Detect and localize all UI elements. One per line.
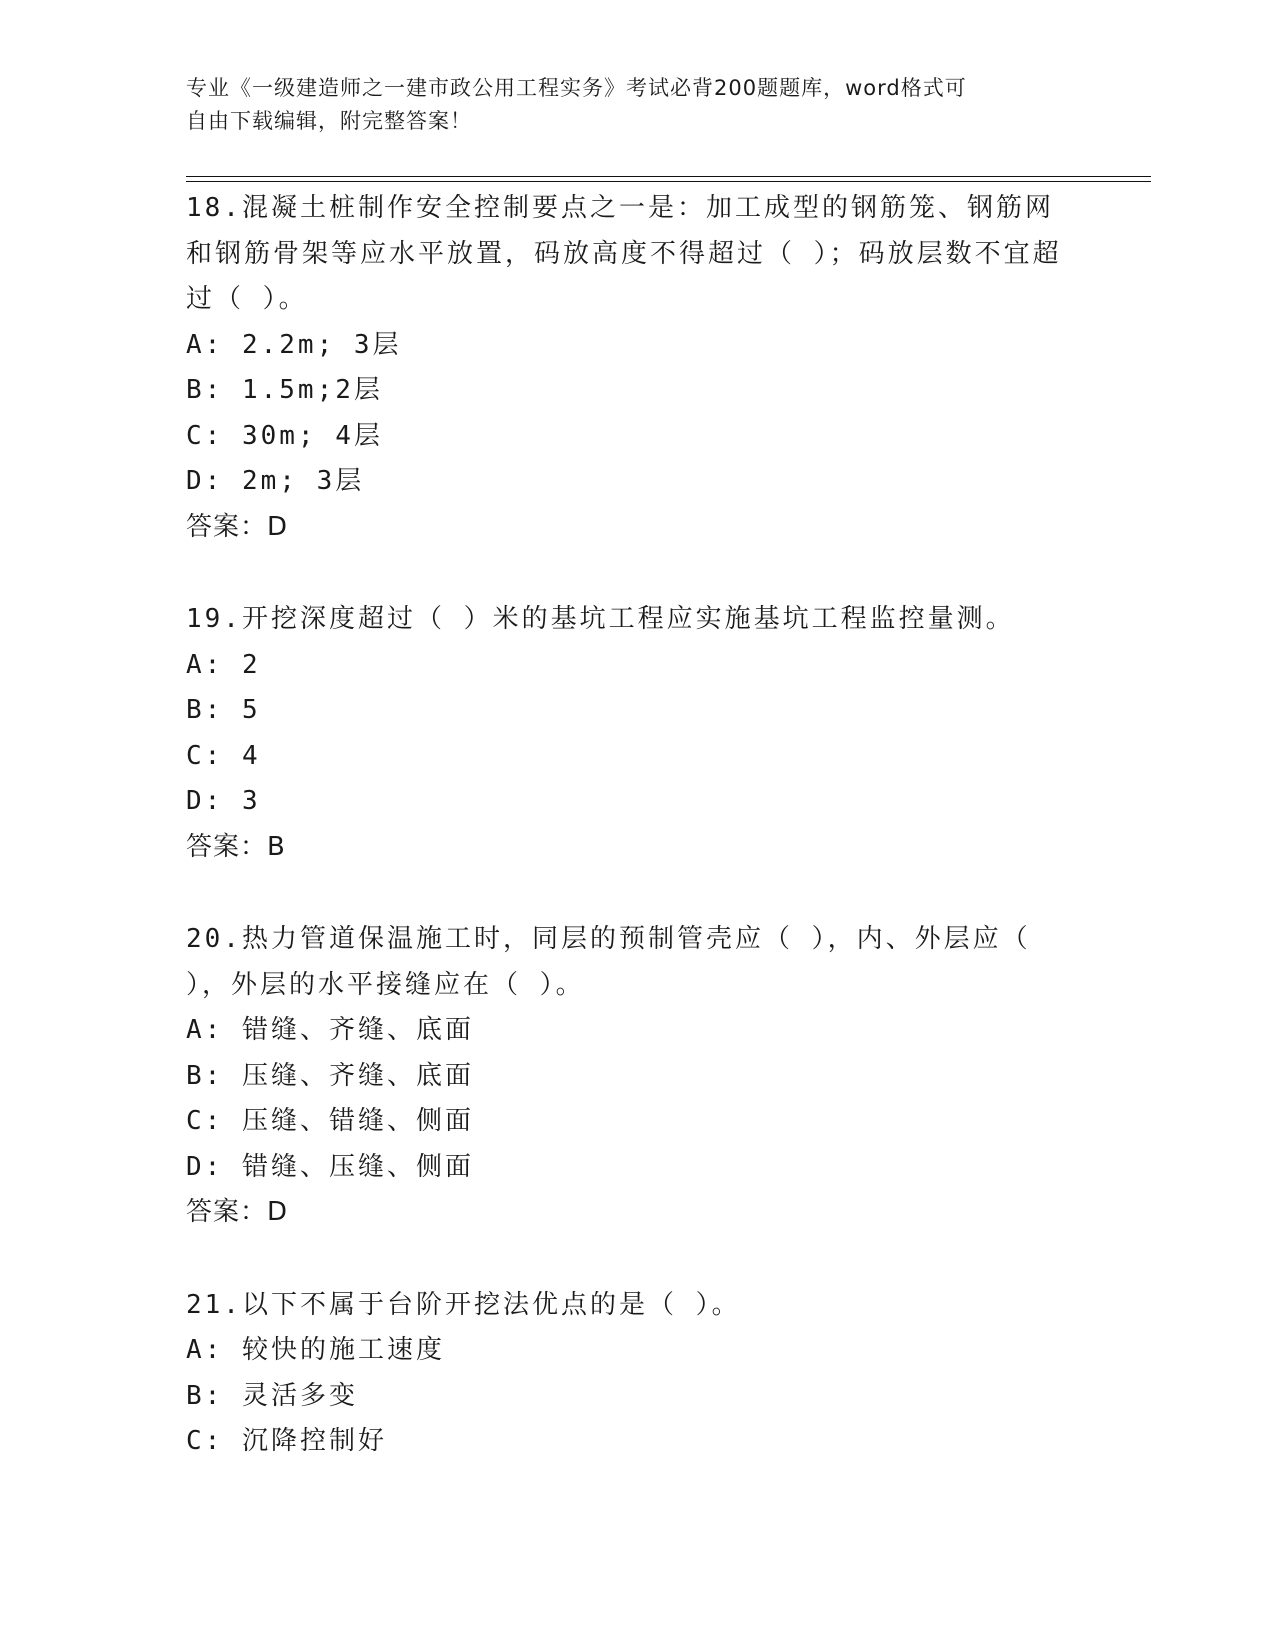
answer-line: 答案：B: [186, 831, 286, 862]
option-b: B: 5: [186, 695, 261, 725]
header-divider-top: [186, 176, 1151, 177]
option-a: A: 2: [186, 649, 261, 680]
option-a: A: 较快的施工速度: [186, 1335, 445, 1365]
option-c: C: 30m; 4层: [186, 420, 383, 451]
answer-line: 答案：D: [186, 511, 289, 542]
header-line-1: 专业《一级建造师之一建市政公用工程实务》考试必背200题题库，word格式可: [186, 76, 967, 100]
question-stem: 18.混凝土桩制作安全控制要点之一是：加工成型的钢筋笼、钢筋网和钢筋骨架等应水平放置，码放高度不得超过（ ）；码放层数不宜超过（ ）。: [186, 193, 1062, 314]
option-d: D: 错缝、压缝、侧面: [186, 1151, 474, 1182]
answer-line: 答案：D: [186, 1197, 289, 1227]
option-a: A: 错缝、齐缝、底面: [186, 1015, 474, 1045]
option-c: C: 沉降控制好: [186, 1426, 387, 1456]
option-d: D: 2m; 3层: [186, 466, 365, 496]
question-stem: 20.热力管道保温施工时，同层的预制管壳应（ ），内、外层应（ ），外层的水平接缝应在（ ）。: [186, 924, 1031, 1000]
header-divider-bottom: [186, 181, 1151, 182]
option-b: B: 压缝、齐缝、底面: [186, 1060, 474, 1091]
question-18: [186, 186, 1146, 550]
option-c: C: 4: [186, 740, 261, 771]
question-list: [186, 186, 1146, 1512]
question-stem: 19.开挖深度超过（ ）米的基坑工程应实施基坑工程监控量测。: [186, 604, 1015, 634]
document-header: [186, 72, 1066, 138]
question-stem: 21.以下不属于台阶开挖法优点的是（ ）。: [186, 1289, 741, 1320]
option-b: B: 灵活多变: [186, 1380, 358, 1411]
question-21: [186, 1283, 1146, 1465]
option-a: A: 2.2m; 3层: [186, 329, 402, 360]
option-b: B: 1.5m;2层: [186, 375, 383, 405]
header-line-2: 自由下载编辑，附完整答案！: [186, 109, 472, 133]
option-d: D: 3: [186, 786, 261, 816]
question-19: [186, 597, 1146, 870]
option-c: C: 压缝、错缝、侧面: [186, 1106, 474, 1136]
question-20: [186, 917, 1146, 1236]
